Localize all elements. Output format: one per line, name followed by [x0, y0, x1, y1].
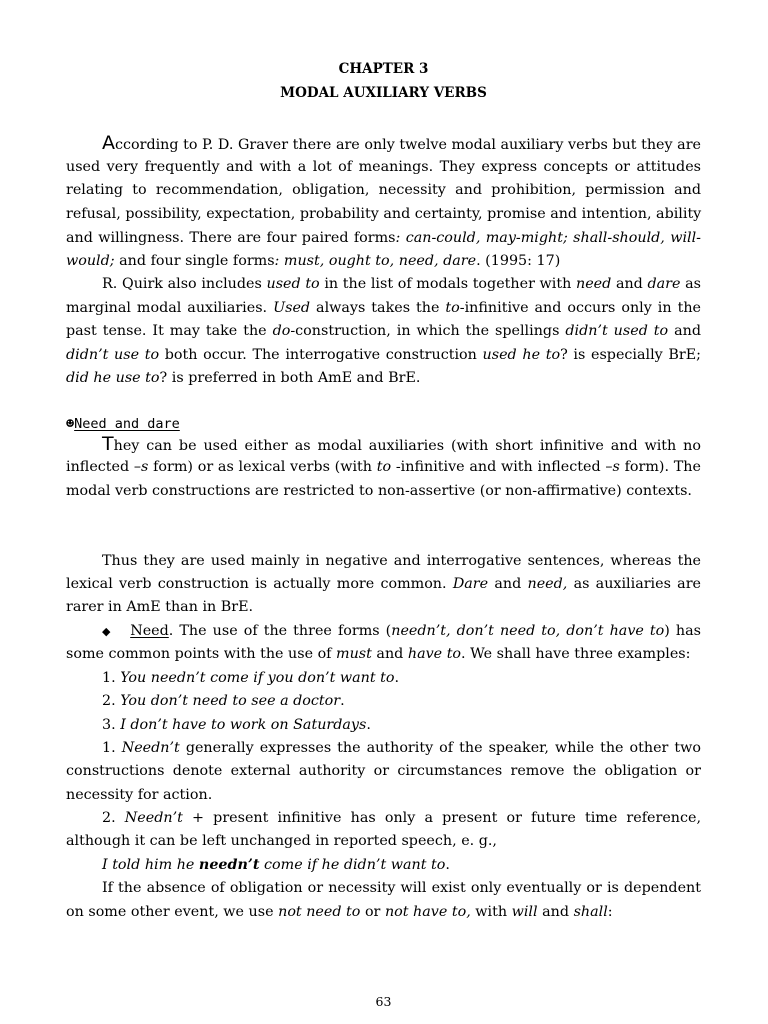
drop-cap: A: [102, 132, 115, 154]
intro-line-1: According to P. D. Graver there are only twelve modal auxiliary verbs but they are: [102, 132, 701, 154]
need-line-1: ◆ Need. The use of the three forms (needn’t, don’t need to, don’t have to) has: [102, 623, 701, 639]
point1-line-3: necessity for action.: [66, 787, 213, 803]
chapter-label: CHAPTER 3: [338, 61, 429, 77]
point2-line-1: 2. Needn’t + present infinitive has only a present or future time reference,: [102, 810, 701, 826]
thus-line-2: lexical verb construction is actually more common. Dare and need, as auxiliaries are: [66, 576, 701, 592]
intro-line-5: and willingness. There are four paired forms: can-could, may-might; shall-should, will-: [66, 230, 702, 246]
intro-line-3: relating to recommendation, obligation, necessity and prohibition, permission and: [66, 182, 701, 198]
point1-line-1: 1. Needn’t generally expresses the authority of the speaker, while the other two: [102, 740, 702, 756]
page-number: 63: [375, 994, 392, 1009]
smiley-icon: ☻: [66, 416, 75, 432]
example-3: 3. I don’t have to work on Saturdays.: [102, 717, 371, 733]
absence-line-1: If the absence of obligation or necessity will exist only eventually or is dependent: [102, 880, 701, 896]
they-line-3: modal verb constructions are restricted to non-assertive (or non-affirmative) contexts.: [66, 483, 692, 499]
document-page: [66, 0, 701, 1024]
section-heading: [66, 415, 180, 433]
section-heading-text: Need and dare: [74, 416, 180, 432]
diamond-bullet-icon: ◆: [102, 625, 112, 638]
quirk-line-2: marginal modal auxiliaries. Used always takes the to-infinitive and occurs only in the: [66, 300, 701, 316]
they-line-2: inflected –s form) or as lexical verbs (with to -infinitive and with inflected –s form). The: [66, 459, 701, 475]
drop-cap: T: [102, 433, 114, 455]
point1-line-2: constructions denote external authority or circumstances remove the obligation or: [66, 763, 701, 779]
chapter-title: MODAL AUXILIARY VERBS: [280, 85, 487, 101]
intro-line-4: refusal, possibility, expectation, probability and certainty, promise and intention, ability: [66, 206, 702, 222]
thus-line-1: Thus they are used mainly in negative and interrogative sentences, whereas the: [102, 553, 701, 569]
quirk-line-3: past tense. It may take the do-construction, in which the spellings didn’t used to and: [66, 323, 701, 339]
they-line-1: They can be used either as modal auxiliaries (with short infinitive and with no: [102, 433, 701, 455]
example-1: 1. You needn’t come if you don’t want to.: [102, 670, 400, 686]
point2-line-2: although it can be left unchanged in reported speech, e. g.,: [66, 833, 497, 849]
thus-line-3: rarer in AmE than in BrE.: [66, 599, 254, 615]
quirk-line-4: didn’t use to both occur. The interrogative construction used he to? is especially BrE;: [66, 347, 701, 363]
quirk-line-1: R. Quirk also includes used to in the list of modals together with need and dare as: [102, 276, 701, 292]
intro-line-2: used very frequently and with a lot of meanings. They express concepts or attitudes: [66, 159, 701, 175]
example-2: 2. You don’t need to see a doctor.: [102, 693, 345, 709]
quirk-line-5: did he use to? is preferred in both AmE and BrE.: [66, 370, 421, 386]
absence-line-2: on some other event, we use not need to or not have to, with will and shall:: [66, 904, 613, 920]
reported-example: I told him he needn’t come if he didn’t want to.: [102, 857, 450, 873]
intro-line-6: would; and four single forms: must, ought to, need, dare. (1995: 17): [66, 253, 561, 269]
need-line-2: some common points with the use of must and have to. We shall have three examples:: [66, 646, 691, 662]
